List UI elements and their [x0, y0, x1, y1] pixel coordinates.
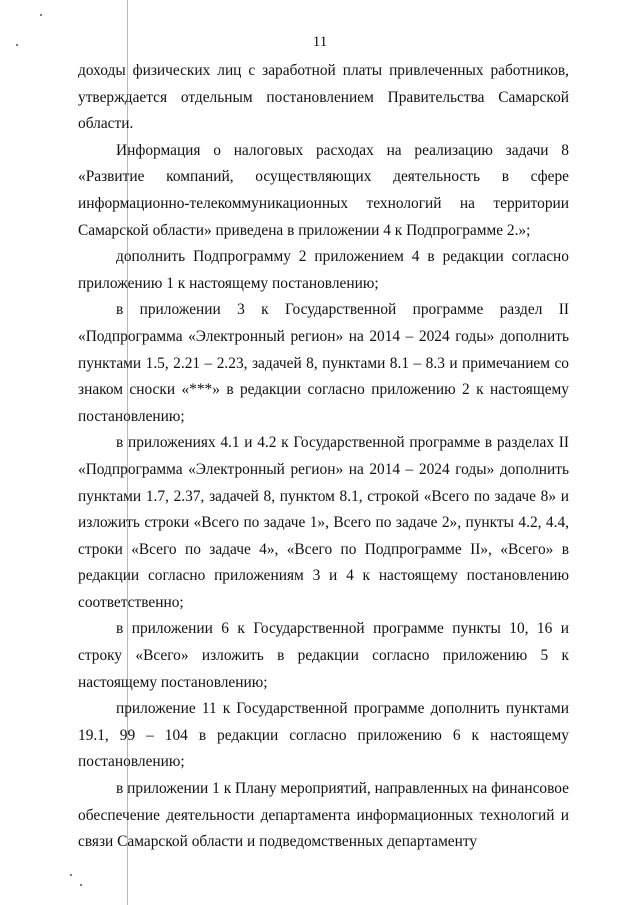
page-number: 11 — [312, 34, 328, 50]
paragraph: в приложении 1 к Плану мероприятий, направленных на финансовое обеспечение деятельности департамента информационных технологий и связи Самарской области и подведомственных департаменту — [78, 780, 569, 851]
paragraph: в приложениях 4.1 и 4.2 к Государственной программе в разделах II «Подпрограмма «Электронный регион» на 2014 – 2024 годы» дополнить пунктами 1.7, 2.37, задачей 8, пунктом 8.1, строкой «Всего по задаче 8» и изложить строки «Всего по задаче 1», Всего по задаче 2», пункты 4.2, 4.4, строки «Всего по задаче 4», «Всего по Подпрограмме II», «Всего» в редакции согласно приложениям 3 и 4 к настоящему постановлению соответственно; — [78, 434, 569, 611]
scan-speck — [40, 14, 42, 16]
paragraph: доходы физических лиц с заработной платы привлеченных работников, утверждается отдельным постановлением Правительства Самарской области. — [78, 62, 569, 133]
paragraph: Информация о налоговых расходах на реализацию задачи 8 «Развитие компаний, осуществляющих деятельность в сфере информационно-телекоммуникационных технологий на территории Самарской области» приведена в приложении 4 к Подпрограмме 2.»; — [78, 141, 569, 239]
document-body — [78, 58, 569, 856]
paragraph: дополнить Подпрограмму 2 приложением 4 в редакции согласно приложению 1 к настоящему постановлению; — [78, 248, 569, 292]
scan-speck — [80, 884, 82, 886]
paragraph: в приложении 3 к Государственной программе раздел II «Подпрограмма «Электронный регион» на 2014 – 2024 годы» дополнить пунктами 1.5, 2.21 – 2.23, задачей 8, пунктами 8.1 – 8.3 и примечанием со знаком сноски «***» в редакции согласно приложению 2 к настоящему постановлению; — [78, 301, 569, 425]
paragraph: в приложении 6 к Государственной программе пункты 10, 16 и строку «Всего» изложить в редакции согласно приложению 5 к настоящему постановлению; — [78, 620, 569, 691]
paragraph: приложение 11 к Государственной программе дополнить пунктами 19.1, 99 – 104 в редакции согласно приложению 6 к настоящему постановлению; — [78, 700, 569, 771]
scan-speck — [70, 874, 72, 876]
